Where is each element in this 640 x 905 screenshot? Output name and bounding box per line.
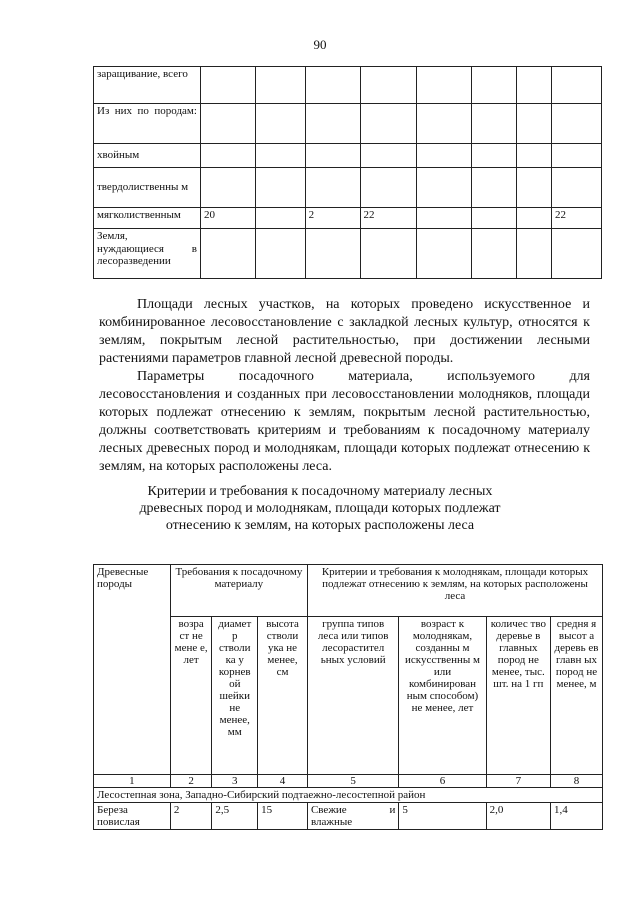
row-label: твердолиственны м	[94, 168, 201, 208]
table-row	[94, 617, 603, 775]
table-cell	[417, 67, 472, 104]
table-cell	[517, 229, 552, 279]
table-cell	[200, 144, 255, 168]
table-cell: 2	[170, 803, 212, 830]
subheader: высота стволи ука не менее, см	[258, 617, 308, 775]
table-cell	[255, 144, 305, 168]
table-row	[94, 803, 603, 830]
table-cell	[255, 67, 305, 104]
row-label: Земля, нуждающиеся в лесоразведении	[94, 229, 201, 279]
table-cell	[472, 168, 517, 208]
table-cell	[552, 104, 602, 144]
table-cell: 4	[258, 775, 308, 788]
table-cell: 22	[360, 208, 417, 229]
row-label: мягколиственным	[94, 208, 201, 229]
body-text	[99, 296, 590, 476]
table-cell	[200, 67, 255, 104]
table-cell	[305, 229, 360, 279]
column-numbers	[94, 775, 603, 788]
table-row	[94, 168, 602, 208]
table-cell	[552, 67, 602, 104]
table-cell	[360, 168, 417, 208]
table-row	[94, 208, 602, 229]
subheader: средня я высот а деревь ев главн ых пород не менее, м	[551, 617, 603, 775]
table-cell: 2,0	[486, 803, 550, 830]
table-cell: Свежие и влажные	[307, 803, 398, 830]
zone-label: Лесостепная зона, Западно-Сибирский подтаежно-лесостепной район	[94, 788, 603, 803]
table-cell	[552, 229, 602, 279]
table-cell	[417, 144, 472, 168]
table-row	[94, 67, 602, 104]
species-name: Береза повислая	[94, 803, 171, 830]
table-cell: 1	[94, 775, 171, 788]
table-cell	[360, 229, 417, 279]
table-cell	[255, 208, 305, 229]
table-cell	[255, 229, 305, 279]
table-cell: 5	[307, 775, 398, 788]
table-cell	[417, 168, 472, 208]
row-label: хвойным	[94, 144, 201, 168]
subheader: возраст к молоднякам, созданны м искусственны м или комбинирован ным способом) не менее, лет	[399, 617, 486, 775]
table-cell: 8	[551, 775, 603, 788]
table-cell	[305, 144, 360, 168]
table-cell	[255, 168, 305, 208]
table-cell	[517, 144, 552, 168]
table-cell: 3	[212, 775, 258, 788]
table-cell	[305, 67, 360, 104]
table-cell	[200, 104, 255, 144]
page-number: 90	[313, 37, 327, 52]
row-label: Из них по породам:	[94, 104, 201, 144]
table-cell	[472, 67, 517, 104]
planting-header: Требования к посадочному материалу	[170, 565, 307, 617]
paragraph: Площади лесных участков, на которых проведено искусственное и комбинированное лесовосстановление с закладкой лесных культур, относятся к землям, покрытым лесной растительностью, при достижении лесными растениями параметров главной лесной древесной породы.	[99, 297, 590, 366]
table-cell: 1,4	[551, 803, 603, 830]
subheader: диамет р стволи ка у корнев ой шейки не менее, мм	[212, 617, 258, 775]
table-cell: 2,5	[212, 803, 258, 830]
land-table	[93, 66, 602, 279]
table-cell: 2	[170, 775, 212, 788]
table-cell	[472, 208, 517, 229]
table-cell	[517, 168, 552, 208]
table-cell	[517, 104, 552, 144]
species-header: Древесные породы	[94, 565, 171, 775]
table-row	[94, 104, 602, 144]
young-stand-header: Критерии и требования к молоднякам, площади которых подлежат отнесению к землям, на которых расположены леса	[307, 565, 602, 617]
table-cell: 15	[258, 803, 308, 830]
table-cell	[472, 229, 517, 279]
table-cell: 5	[399, 803, 486, 830]
table-cell	[305, 168, 360, 208]
subheader: возра ст не мене е, лет	[170, 617, 212, 775]
table-cell	[200, 229, 255, 279]
subheader: количес тво деревье в главных пород не менее, тыс. шт. на 1 гп	[486, 617, 550, 775]
table-cell: 2	[305, 208, 360, 229]
table-cell	[417, 104, 472, 144]
table-cell: 22	[552, 208, 602, 229]
table-cell: 7	[486, 775, 550, 788]
table-cell	[417, 208, 472, 229]
table-cell	[305, 104, 360, 144]
table-cell	[472, 144, 517, 168]
paragraph: Параметры посадочного материала, используемого для лесовосстановления и созданных при лесовосстановлении молодняков, площади которых подлежат отнесению к землям, покрытым лесной растительностью, должны соответствовать критериям и требованиям к посадочному материалу лесных древесных пород и молоднякам, площади которых подлежат отнесению к землям, на которых расположены леса.	[99, 369, 590, 474]
table-row	[94, 565, 603, 617]
table-cell	[417, 229, 472, 279]
table-cell	[360, 144, 417, 168]
table-cell	[200, 168, 255, 208]
subheader: группа типов леса или типов лесорастител ьных условий	[307, 617, 398, 775]
table-cell	[255, 104, 305, 144]
table-title-line: Критерии и требования к посадочному материалу лесных	[147, 484, 493, 499]
table-title-line: отнесению к землям, на которых расположены леса	[165, 518, 475, 533]
table-row	[94, 144, 602, 168]
table-cell	[517, 67, 552, 104]
table-cell: 6	[399, 775, 486, 788]
row-label: заращивание, всего	[94, 67, 201, 104]
zone-row	[94, 788, 603, 803]
table-cell: 20	[200, 208, 255, 229]
table-cell	[552, 168, 602, 208]
table-cell	[517, 208, 552, 229]
criteria-table	[93, 564, 603, 830]
table-title-line: древесных пород и молоднякам, площади которых подлежат	[139, 501, 501, 516]
table-cell	[552, 144, 602, 168]
table-cell	[360, 67, 417, 104]
table-row	[94, 229, 602, 279]
table-cell	[360, 104, 417, 144]
table-cell	[472, 104, 517, 144]
